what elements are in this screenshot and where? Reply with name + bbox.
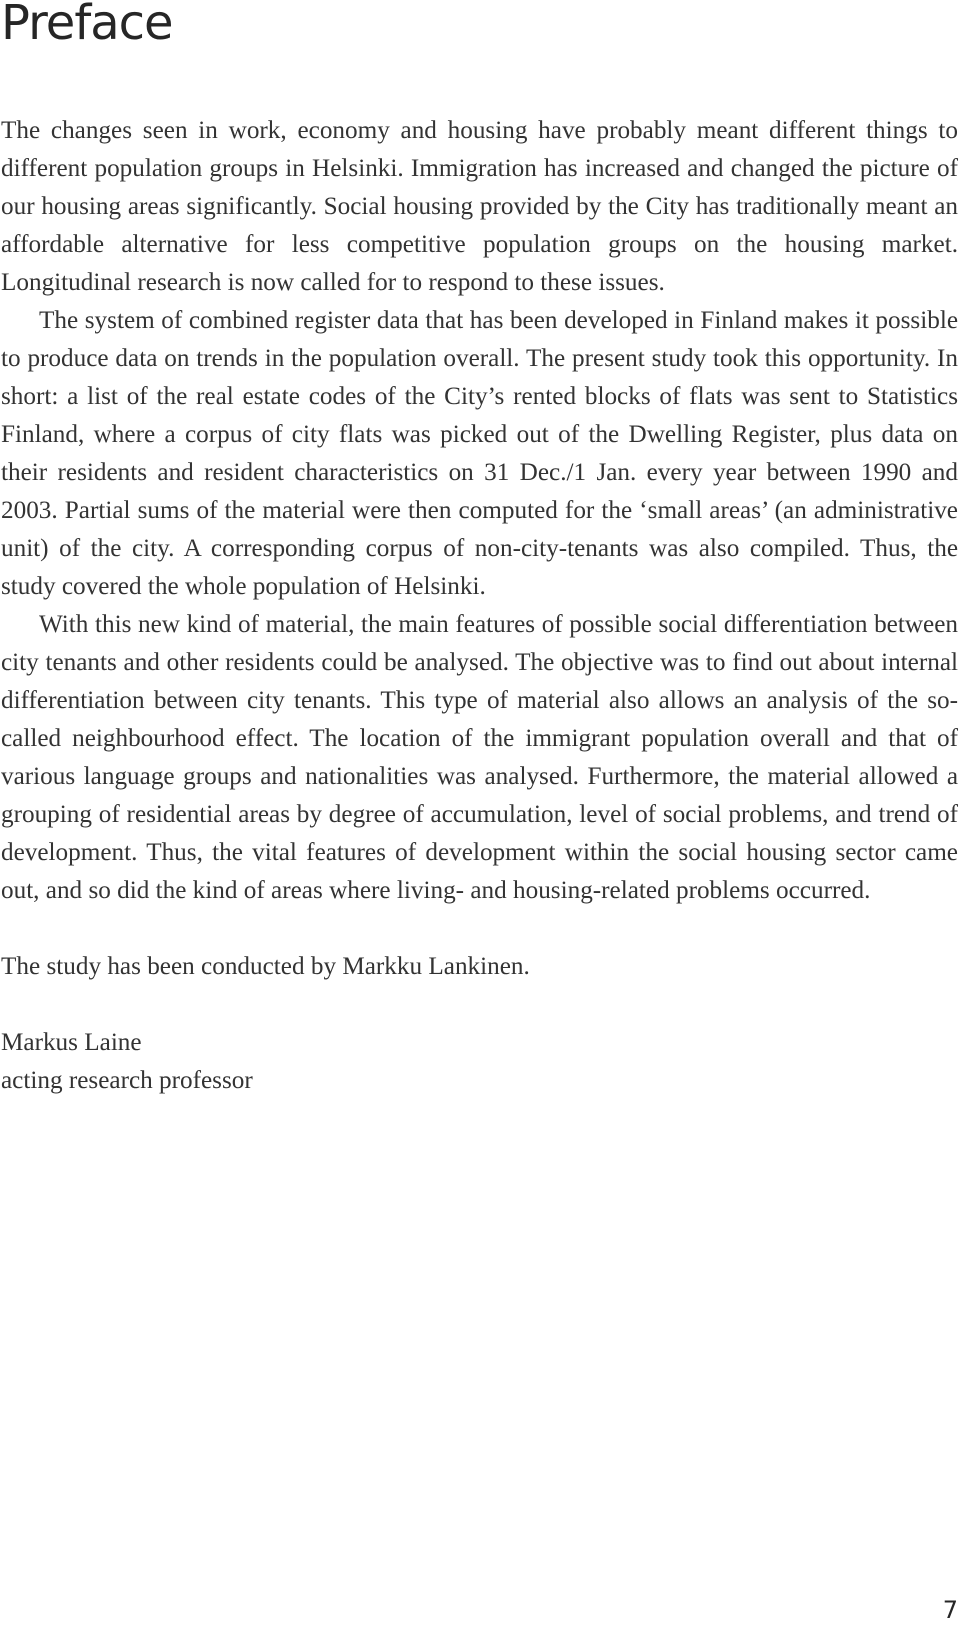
paragraph-1: The changes seen in work, economy and housing have probably meant different things to different population groups in Helsinki. Immigration has increased and changed the picture of our housing areas significantly. Social housing provided by the City has traditionally meant an affordable alternative for less competitive population groups on the housing market. Longitudinal research is now called for to respond to these issues.	[1, 117, 958, 296]
closing-statement: The study has been conducted by Markku Lankinen.	[1, 953, 530, 980]
signature-block	[1, 1024, 958, 1100]
preface-body	[1, 112, 958, 1100]
paragraph-3: With this new kind of material, the main features of possible social differentiation between city tenants and other residents could be analysed. The objective was to find out about internal differentiation between city tenants. This type of material also allows an analysis of the so-called neighbourhood effect. The location of the immigrant population overall and that of various language groups and nationalities was analysed. Furthermore, the material allowed a grouping of residential areas by degree of accumulation, level of social problems, and trend of development. Thus, the vital features of development within the social housing sector came out, and so did the kind of areas where living- and housing-related problems occurred.	[1, 611, 958, 904]
signature-name: Markus Laine	[1, 1029, 142, 1056]
page-title: Preface	[1, 0, 173, 51]
paragraph-2: The system of combined register data that has been developed in Finland makes it possible to produce data on trends in the population overall. The present study took this opportunity. In short: a list of the real estate codes of the City’s rented blocks of flats was sent to Statistics Finland, where a corpus of city flats was picked out of the Dwelling Register, plus data on their residents and resident characteristics on 31 Dec./1 Jan. every year between 1990 and 2003. Partial sums of the material were then computed for the ‘small areas’ (an administrative unit) of the city. A corresponding corpus of non-city-tenants was also compiled. Thus, the study covered the whole population of Helsinki.	[1, 307, 958, 600]
signature-role: acting research professor	[1, 1067, 253, 1094]
page-number: 7	[942, 1596, 958, 1624]
